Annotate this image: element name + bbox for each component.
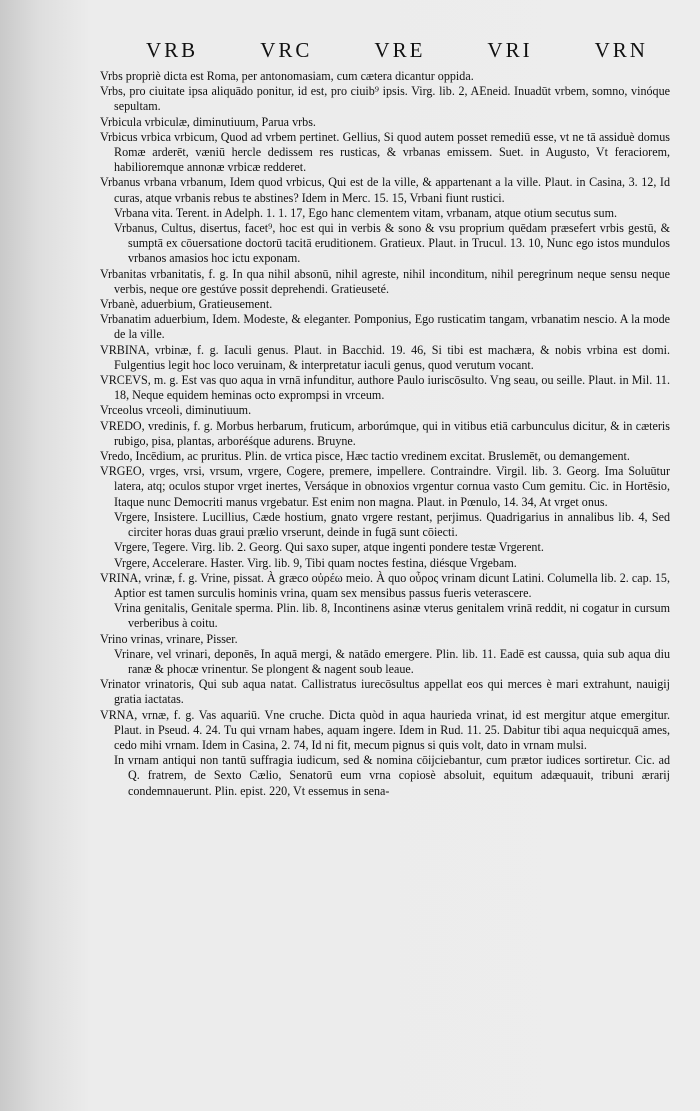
header-word: VRB — [146, 38, 199, 62]
dictionary-entry: Vrbicus vrbica vrbicum, Quod ad vrbem pertinet. Gellius, Si quod autem posset remediū esse, vt ne tā assiduè domus Romæ arderēt, væniū hercle dedissem res rusticas, & vrbanas emissem. Suet. in Augusto, Vt feraciorem, habilioremque annonæ vrbicæ redderet. — [100, 129, 670, 175]
dictionary-entry: Vrbs propriè dicta est Roma, per antonomasiam, cum cætera dicantur oppida. — [100, 69, 474, 83]
header-word: VRN — [594, 38, 648, 62]
header-word: VRC — [260, 38, 313, 62]
dictionary-entry: In vrnam antiqui non tantū suffragia iudicum, sed & nomina cōijciebantur, cum prætor iudices sortiretur. Cic. ad Q. fratrem, de Sexto Cælio, Senatorū eum vrna copiosè absoluit, equitum adæquauit, tribuni ærarij condemnauerunt. Plin. epist. 220, Vt essemus in sena- — [114, 753, 670, 798]
dictionary-entry: Vrbana vita. Terent. in Adelph. 1. 1. 17, Ego hanc clementem vitam, vrbanam, atque otium secutus sum. — [114, 205, 617, 220]
dictionary-entry: Vrbanus, Cultus, disertus, facet⁹, hoc est qui in verbis & sono & vsu proprium quēdam præsefert vrbis gestū, & sumptā ex cōuersatione doctorū tacitā eruditionem. Gratieux. Plaut. in Trucul. 13. 10, Nunc ego istos mundulos vrbanos amasios hoc ictu exponam. — [114, 221, 670, 266]
dictionary-entry: VRCEVS, m. g. Est vas quo aqua in vrnā infunditur, authore Paulo iuriscōsulto. Vng seau, ou seille. Plaut. in Mil. 11. 18, Neque equidem heminas octo exprompsi in vrceum. — [100, 373, 670, 403]
dictionary-entry: VREDO, vredinis, f. g. Morbus herbarum, fruticum, arborúmque, qui in vitibus etiā carbunculus dicitur, & in cæteris rubigo, pisa, plantas, arboréśque adurens. Bruyne. — [100, 418, 670, 448]
dictionary-entry: Vrinare, vel vrinari, deponēs, In aquā mergi, & natādo emergere. Plin. lib. 11. Eadē est caussa, quia sub aqua diu ranæ & phocæ vrinentur. Se plongent & nagent soub leaue. — [114, 646, 670, 676]
dictionary-entry: Vrbanus vrbana vrbanum, Idem quod vrbicus, Qui est de la ville, & appartenant a la ville. Plaut. in Casina, 3. 12, Id curas, atque vrbanis rebus te abstines? Idem in Merc. 15. 15, Vrbani fiunt rustici. — [100, 175, 670, 205]
dictionary-entry: Vrbanè, aduerbium, Gratieusement. — [100, 297, 273, 312]
dictionary-entry: VRGEO, vrges, vrsi, vrsum, vrgere, Cogere, premere, impellere. Contraindre. Virgil. lib. 3. Georg. Ima Soluūtur latera, atq; oculos stupor vrget inertes, Versáque in obnoxios vrgentur cornua vasto Cum gemitu. Cic. in Hortēsio, Itaque nunc Democriti manus vrgebatur. Est enim non magna. Plaut. in Pœnulo, 14. 34, At vrget onus. — [100, 464, 670, 509]
dictionary-entry: Vrbanatim aduerbium, Idem. Modeste, & eleganter. Pomponius, Ego rusticatim tangam, vrbanatim nescio. A la mode de la ville. — [100, 312, 670, 342]
dictionary-entry: VRNA, vrnæ, f. g. Vas aquariū. Vne cruche. Dicta quòd in aqua haurieda vrinat, id est mergitur atque emergitur. Plaut. in Pseud. 4. 24. Tu qui vrnam habes, aquam ingere. Idem in Rud. 11. 25. Dabitur tibi aqua nequicquā ames, cedo mihi vrnam. Idem in Casina, 2. 74, Id ni fit, mecum pignus si quis volt, dato in vrnam mulsi. — [100, 707, 670, 752]
dictionary-entry: Vrgere, Accelerare. Haster. Virg. lib. 9, Tibi quam noctes festina, diésque Vrgebam. — [114, 555, 517, 570]
dictionary-entry: VRBINA, vrbinæ, f. g. Iaculi genus. Plaut. in Bacchid. 19. 46, Si tibi est machæra, & nobis vrbina est domi. Fulgentius legit hoc loco veruinam, & interpretatur iaculi genus, quod verutum vocant. — [100, 342, 670, 372]
dictionary-entry: Vrbs, pro ciuitate ipsa aliquādo ponitur, id est, pro ciuib⁹ ipsis. Virg. lib. 2, AEneid. Inuadūt vrbem, somno, vinóque sepultam. — [100, 84, 670, 114]
dictionary-entry: Vrbanitas vrbanitatis, f. g. In qua nihil absonū, nihil agreste, nihil inconditum, nihil peregrinum neque sensu neque verbis, neque ore gestúve possit deprehendi. Gratieuseté. — [100, 266, 670, 296]
entry-list — [100, 69, 670, 799]
header-word: VRE — [374, 38, 426, 62]
dictionary-entry: Vredo, Incēdium, ac pruritus. Plin. de vrtica pisce, Hæc tactio vredinem excitat. Bruslemēt, ou demangement. — [100, 449, 630, 464]
dictionary-entry: Vrinator vrinatoris, Qui sub aqua natat. Callistratus iurecōsultus appellat eos qui merces è mari extrahunt, nauigij gratia iactatas. — [100, 677, 670, 707]
dictionary-entry: VRINA, vrinæ, f. g. Vrine, pissat. À græco οὐρέω meio. À quo οὖρος vrinam dicunt Latini. Columella lib. 2. cap. 15, Aptior est tamen surculis hominis vrina, quam sex mensibus passus fueris veterascere. — [100, 570, 670, 600]
dictionary-entry: Vrgere, Insistere. Lucillius, Cæde hostium, gnato vrgere restant, perjimus. Quadrigarius in annalibus lib. 4, Sed circiter horas duas graui prælio vrserunt, deinde in fugā sunt cōiecti. — [114, 509, 670, 540]
dictionary-entry: Vrina genitalis, Genitale sperma. Plin. lib. 8, Incontinens asinæ vterus genitalem vrinā reddit, ni cogatur in cursum verberibus à coitu. — [114, 601, 670, 631]
dictionary-entry: Vrbicula vrbiculæ, diminutiuum, Parua vrbs. — [100, 114, 316, 129]
dictionary-entry: Vrgere, Tegere. Virg. lib. 2. Georg. Qui saxo super, atque ingenti pondere testæ Vrgerent. — [114, 540, 544, 555]
running-header — [100, 38, 670, 63]
header-word: VRI — [487, 38, 533, 62]
dictionary-entry: Vrino vrinas, vrinare, Pisser. — [100, 631, 238, 646]
dictionary-entry: Vrceolus vrceoli, diminutiuum. — [100, 403, 252, 418]
